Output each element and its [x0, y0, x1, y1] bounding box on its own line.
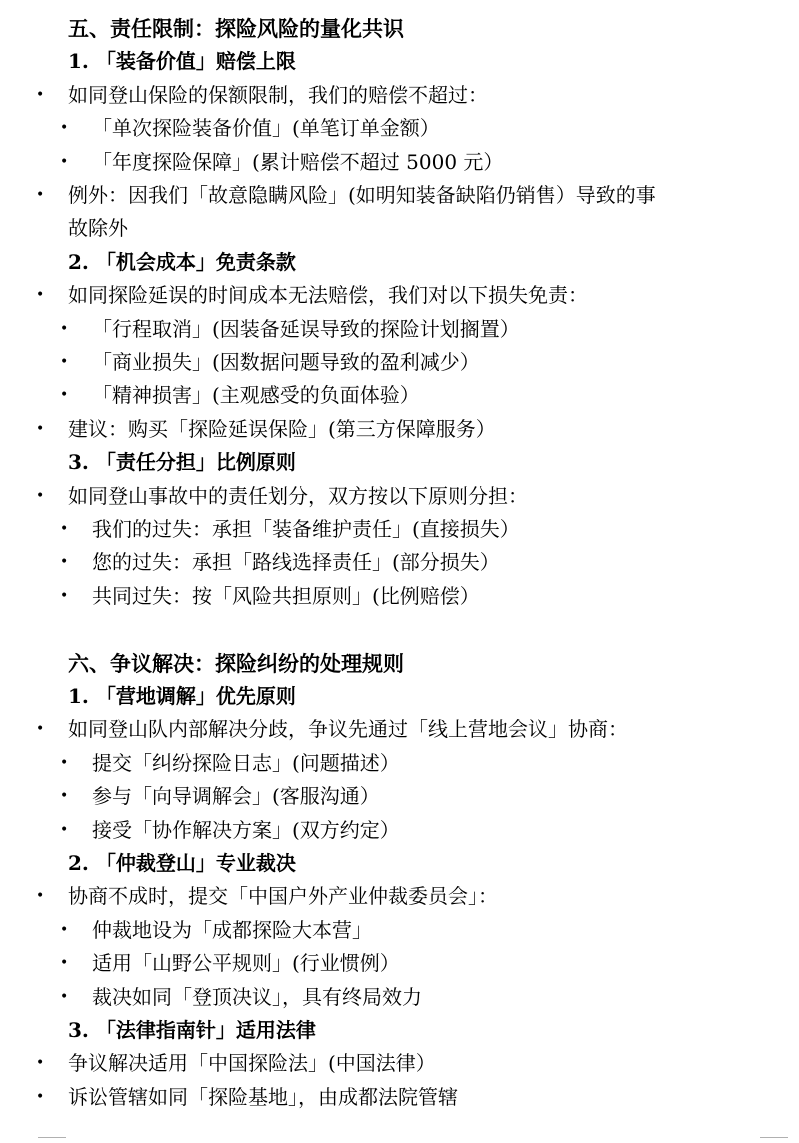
bullet-dot-icon: •: [60, 354, 69, 370]
line-text: 「行程取消」(因装备延误导致的探险计划搁置）: [92, 316, 520, 341]
sub-bullet-item: [0, 580, 799, 613]
subsection-heading: [0, 45, 799, 78]
subsection-heading: [0, 246, 799, 279]
bullet-dot-icon: •: [36, 888, 45, 905]
bullet-item: [0, 413, 799, 446]
line-text: 协商不成时，提交「中国户外产业仲裁委员会」：: [68, 884, 498, 909]
line-text: 裁决如同「登顶决议」，具有终局效力: [92, 984, 422, 1009]
bullet-item: [0, 279, 799, 312]
line-text: 2. 「仲裁登山」专业裁决: [68, 851, 296, 875]
line-text: 1. 「营地调解」优先原则: [68, 684, 296, 708]
sub-bullet-item: [0, 112, 799, 145]
bullet-dot-icon: •: [36, 86, 45, 103]
line-text: 3. 「法律指南针」适用法律: [68, 1018, 316, 1042]
line-text: 参与「向导调解会」(客服沟通）: [92, 784, 380, 809]
subsection-heading: [0, 680, 799, 713]
bullet-dot-icon: •: [60, 120, 69, 137]
sub-bullet-item: [0, 513, 799, 546]
line-text: 共同过失：按「风险共担原则」(比例赔偿）: [92, 583, 480, 608]
bullet-dot-icon: •: [36, 187, 45, 203]
sub-bullet-item: [0, 346, 799, 379]
blank-line: [0, 613, 799, 646]
bullet-dot-icon: •: [36, 1055, 45, 1072]
bullet-dot-icon: •: [60, 988, 69, 1005]
subsection-heading: [0, 847, 799, 880]
bullet-dot-icon: •: [60, 153, 69, 170]
line-text: 如同登山队内部解决分歧，争议先通过「线上营地会议」协商：: [68, 717, 628, 742]
line-text: 五、责任限制：探险风险的量化共识: [68, 16, 404, 41]
sub-bullet-item: [0, 814, 799, 847]
line-text: 故除外: [68, 216, 128, 241]
line-text: 我们的过失：承担「装备维护责任」(直接损失）: [92, 517, 520, 541]
sub-bullet-item: [0, 780, 799, 813]
line-text: 2. 「机会成本」免责条款: [68, 249, 296, 274]
sub-bullet-item: [0, 313, 799, 346]
bullet-item: [0, 880, 799, 913]
bullet-dot-icon: •: [60, 754, 69, 771]
line-text: 「单次探险装备价值」(单笔订单金额）: [92, 116, 440, 141]
bullet-dot-icon: •: [60, 921, 69, 938]
page-corner-mark-right: [760, 1137, 788, 1138]
line-text: 「商业损失」(因数据问题导致的盈利减少）: [92, 350, 480, 374]
line-text: 提交「纠纷探险日志」(问题描述）: [92, 750, 400, 775]
line-text: 如同登山保险的保额限制，我们的赔偿不超过：: [68, 82, 488, 107]
bullet-dot-icon: •: [36, 287, 45, 304]
line-text: 「精神损害」(主观感受的负面体验）: [92, 383, 420, 408]
bullet-dot-icon: •: [60, 955, 69, 972]
section-heading: [0, 647, 799, 680]
bullet-dot-icon: •: [60, 387, 69, 404]
subsection-heading: [0, 446, 799, 479]
bullet-item: [0, 179, 799, 212]
bullet-dot-icon: •: [60, 320, 69, 337]
line-text: 建议：购买「探险延误保险」(第三方保障服务）: [68, 416, 496, 441]
line-text: 六、争议解决：探险纠纷的处理规则: [68, 650, 404, 676]
line-text: 1. 「装备价值」赔偿上限: [68, 49, 296, 74]
line-text: 仲裁地设为「成都探险大本营」: [92, 917, 372, 942]
bullet-item: [0, 1081, 799, 1114]
bullet-dot-icon: •: [60, 788, 69, 805]
sub-bullet-item: [0, 146, 799, 179]
sub-bullet-item: [0, 947, 799, 980]
bullet-item: [0, 713, 799, 746]
sub-bullet-item: [0, 981, 799, 1014]
bullet-dot-icon: •: [36, 487, 45, 504]
line-text: 3. 「责任分担」比例原则: [68, 450, 296, 475]
bullet-item: [0, 1047, 799, 1080]
line-text: 如同探险延误的时间成本无法赔偿，我们对以下损失免责：: [68, 283, 588, 308]
line-text: 争议解决适用「中国探险法」(中国法律）: [68, 1051, 436, 1076]
bullet-item: [0, 79, 799, 112]
sub-bullet-item: [0, 379, 799, 412]
line-text: 接受「协作解决方案」(双方约定）: [92, 817, 400, 842]
page-corner-mark-left: [38, 1137, 66, 1138]
sub-bullet-item: [0, 914, 799, 947]
subsection-heading: [0, 1014, 799, 1047]
bullet-dot-icon: •: [36, 1088, 45, 1105]
line-text: 您的过失：承担「路线选择责任」(部分损失）: [92, 550, 500, 575]
sub-bullet-item: [0, 546, 799, 579]
line-text: 诉讼管辖如同「探险基地」，由成都法院管辖: [68, 1084, 458, 1109]
line-text: 例外：因我们「故意隐瞒风险」(如明知装备缺陷仍销售）导致的事: [68, 183, 656, 207]
line-text: 如同登山事故中的责任划分，双方按以下原则分担：: [68, 483, 528, 508]
bullet-dot-icon: •: [60, 521, 69, 537]
sub-bullet-item: [0, 747, 799, 780]
line-text: 「年度探险保障」(累计赔偿不超过 5000 元）: [92, 149, 504, 174]
bullet-dot-icon: •: [60, 587, 69, 604]
bullet-dot-icon: •: [36, 721, 45, 738]
bullet-dot-icon: •: [60, 821, 69, 838]
bullet-dot-icon: •: [60, 554, 69, 571]
bullet-continuation: [0, 212, 799, 245]
line-text: 适用「山野公平规则」(行业惯例）: [92, 951, 400, 976]
bullet-item: [0, 480, 799, 513]
section-heading: [0, 12, 799, 45]
bullet-dot-icon: •: [36, 420, 45, 437]
